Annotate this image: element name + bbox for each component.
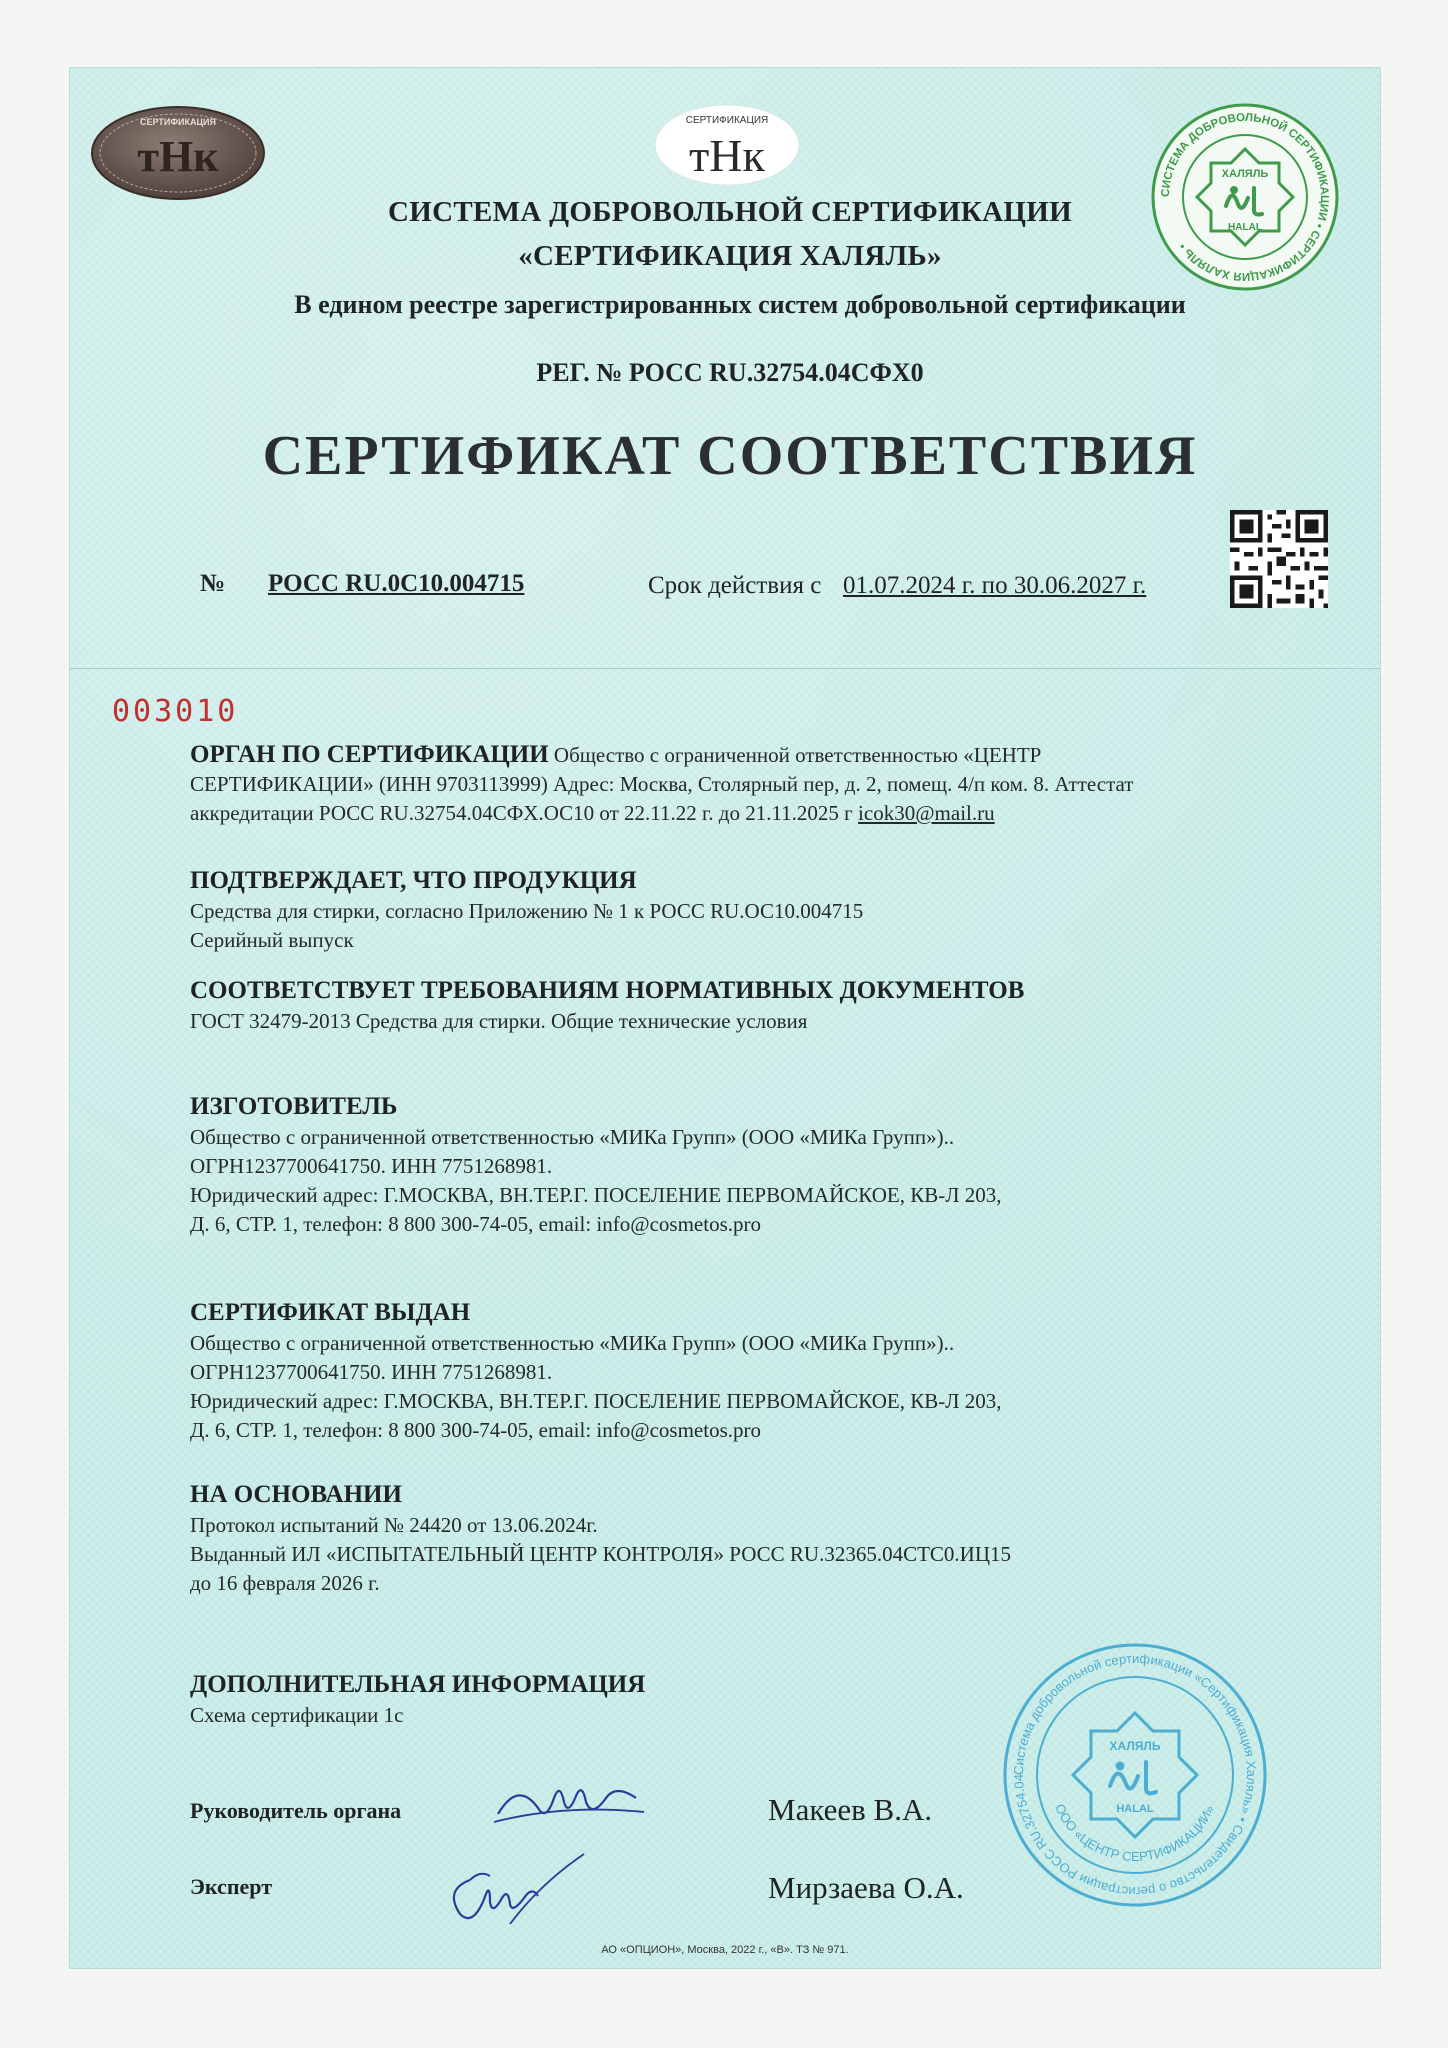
certificate-title: СЕРТИФИКАТ СООТВЕТСТВИЯ: [262, 425, 1198, 487]
stamp-bottom-text: HALAL: [1116, 1803, 1154, 1815]
halal-seal-bottom-text: HALAL: [1228, 222, 1262, 233]
basis-line2: Выданный ИЛ «ИСПЫТАТЕЛЬНЫЙ ЦЕНТР КОНТРОЛЯ» РОСС RU.32365.04СТС0.ИЦ15: [190, 1542, 1012, 1566]
tnk-emblem-caption: СЕРТИФИКАЦИЯ: [139, 117, 216, 127]
qr-code: [1230, 510, 1328, 608]
head-signature-label: Руководитель органа: [190, 1798, 402, 1823]
serial-number: 003010: [112, 694, 239, 729]
expert-name: Мирзаева О.А.: [768, 1870, 964, 1905]
manufacturer-line3: Юридический адрес: Г.МОСКВА, ВН.ТЕР.Г. ПОСЕЛЕНИЕ ПЕРВОМАЙСКОЕ, КВ-Л 203,: [190, 1183, 1002, 1207]
manufacturer-line4: Д. 6, СТР. 1, телефон: 8 800 300-74-05, email: info@cosmetos.pro: [190, 1212, 761, 1236]
manufacturer-line1: Общество с ограниченной ответственностью «МИКа Групп» (ООО «МИКа Групп»)..: [190, 1125, 955, 1149]
issued-line2: ОГРН1237700641750. ИНН 7751268981.: [190, 1360, 553, 1384]
expert-signature-label: Эксперт: [190, 1874, 273, 1899]
system-title-line2: «СЕРТИФИКАЦИЯ ХАЛЯЛЬ»: [518, 240, 942, 272]
issued-section: [190, 1298, 1340, 1445]
organization-stamp: [1000, 1640, 1270, 1910]
basis-heading: НА ОСНОВАНИИ: [190, 1481, 402, 1508]
norms-line1: ГОСТ 32479-2013 Средства для стирки. Общие технические условия: [190, 1009, 808, 1033]
halal-seal: [1150, 102, 1340, 292]
validity-prefix: Срок действия с: [648, 572, 822, 599]
manufacturer-line2: ОГРН1237700641750. ИНН 7751268981.: [190, 1154, 553, 1178]
certificate-number-label: №: [200, 570, 226, 597]
stamp-ring-text: Система добровольной сертификации «Сертификация Халяль» • Свидетельство о регистрации РОСС RU.32754.04: [1010, 1650, 1260, 1900]
expert-signature-scribble: [440, 1850, 600, 1930]
reg-number: РЕГ. № РОСС RU.32754.04СФХ0: [536, 358, 924, 387]
manufacturer-section: [190, 1092, 1340, 1239]
basis-section: [190, 1480, 1340, 1598]
head-signature: [490, 1774, 650, 1834]
product-line2: Серийный выпуск: [190, 928, 354, 952]
product-heading: ПОДТВЕРЖДАЕТ, ЧТО ПРОДУКЦИЯ: [190, 867, 637, 894]
extra-line1: Схема сертификации 1с: [190, 1703, 404, 1727]
norms-section: [190, 976, 1340, 1036]
manufacturer-heading: ИЗГОТОВИТЕЛЬ: [190, 1093, 398, 1120]
stamp-inner-ring-text: ООО «ЦЕНТР СЕРТИФИКАЦИИ»: [1052, 1801, 1218, 1865]
halal-seal-top-text: ХАЛЯЛЬ: [1221, 168, 1269, 180]
stamp-halal-calligraphy-icon: [1110, 1762, 1156, 1793]
tnk-logo-text: тНк: [689, 130, 765, 181]
certificate-number: РОСС RU.0С10.004715: [268, 570, 525, 597]
header-divider: [70, 668, 1380, 669]
organization-stamp-graphic: [1000, 1640, 1270, 1910]
basis-line1: Протокол испытаний № 24420 от 13.06.2024г.: [190, 1513, 598, 1537]
norms-heading: СООТВЕТСТВУЕТ ТРЕБОВАНИЯМ НОРМАТИВНЫХ ДОКУМЕНТОВ: [190, 977, 1025, 1004]
validity-range: 01.07.2024 г. по 30.06.2027 г.: [843, 572, 1147, 599]
tnk-logo-caption: СЕРТИФИКАЦИЯ: [685, 115, 769, 126]
organ-section: [190, 740, 1340, 828]
organ-line1: Общество с ограниченной ответственностью «ЦЕНТР: [553, 743, 1042, 767]
tnk-emblem-text: тНк: [137, 132, 219, 181]
halal-seal-graphic: [1150, 102, 1340, 292]
issued-heading: СЕРТИФИКАТ ВЫДАН: [190, 1299, 471, 1326]
tnk-emblem: [88, 103, 268, 203]
printer-footer: АО «ОПЦИОН», Москва, 2022 г., «В». ТЗ № 971.: [601, 1944, 849, 1956]
issued-line4: Д. 6, СТР. 1, телефон: 8 800 300-74-05, email: info@cosmetos.pro: [190, 1418, 761, 1442]
organ-email-link[interactable]: icok30@mail.ru: [858, 801, 995, 825]
stamp-top-text: ХАЛЯЛЬ: [1109, 1739, 1161, 1753]
product-line1: Средства для стирки, согласно Приложению № 1 к РОСС RU.ОС10.004715: [190, 899, 864, 923]
product-section: [190, 866, 1340, 955]
organ-heading: ОРГАН ПО СЕРТИФИКАЦИИ: [190, 741, 549, 768]
extra-heading: ДОПОЛНИТЕЛЬНАЯ ИНФОРМАЦИЯ: [190, 1671, 646, 1698]
organ-line3: аккредитации РОСС RU.32754.04СФХ.ОС10 от 22.11.22 г. до 21.11.2025 г: [190, 801, 853, 825]
issued-line1: Общество с ограниченной ответственностью «МИКа Групп» (ООО «МИКа Групп»)..: [190, 1331, 955, 1355]
tnk-logo: [652, 103, 802, 187]
head-name: Макеев В.А.: [768, 1792, 933, 1827]
registry-line: В едином реестре зарегистрированных систем добровольной сертификации: [294, 290, 1186, 319]
organ-line2: СЕРТИФИКАЦИИ» (ИНН 9703113999) Адрес: Москва, Столярный пер, д. 2, помещ. 4/п ком. 8. Аттестат: [190, 772, 1134, 796]
issued-line3: Юридический адрес: Г.МОСКВА, ВН.ТЕР.Г. ПОСЕЛЕНИЕ ПЕРВОМАЙСКОЕ, КВ-Л 203,: [190, 1389, 1002, 1413]
expert-signature: [440, 1850, 600, 1930]
basis-line3: до 16 февраля 2026 г.: [190, 1571, 380, 1595]
head-signature-scribble: [490, 1774, 650, 1834]
extra-section: [190, 1670, 990, 1730]
system-title-line1: СИСТЕМА ДОБРОВОЛЬНОЙ СЕРТИФИКАЦИИ: [388, 196, 1072, 228]
halal-seal-ring-text: СИСТЕМА ДОБРОВОЛЬНОЙ СЕРТИФИКАЦИИ • СЕРТИФИКАЦИЯ ХАЛЯЛЬ •: [1159, 111, 1331, 283]
qr-code-graphic: [1230, 510, 1328, 608]
